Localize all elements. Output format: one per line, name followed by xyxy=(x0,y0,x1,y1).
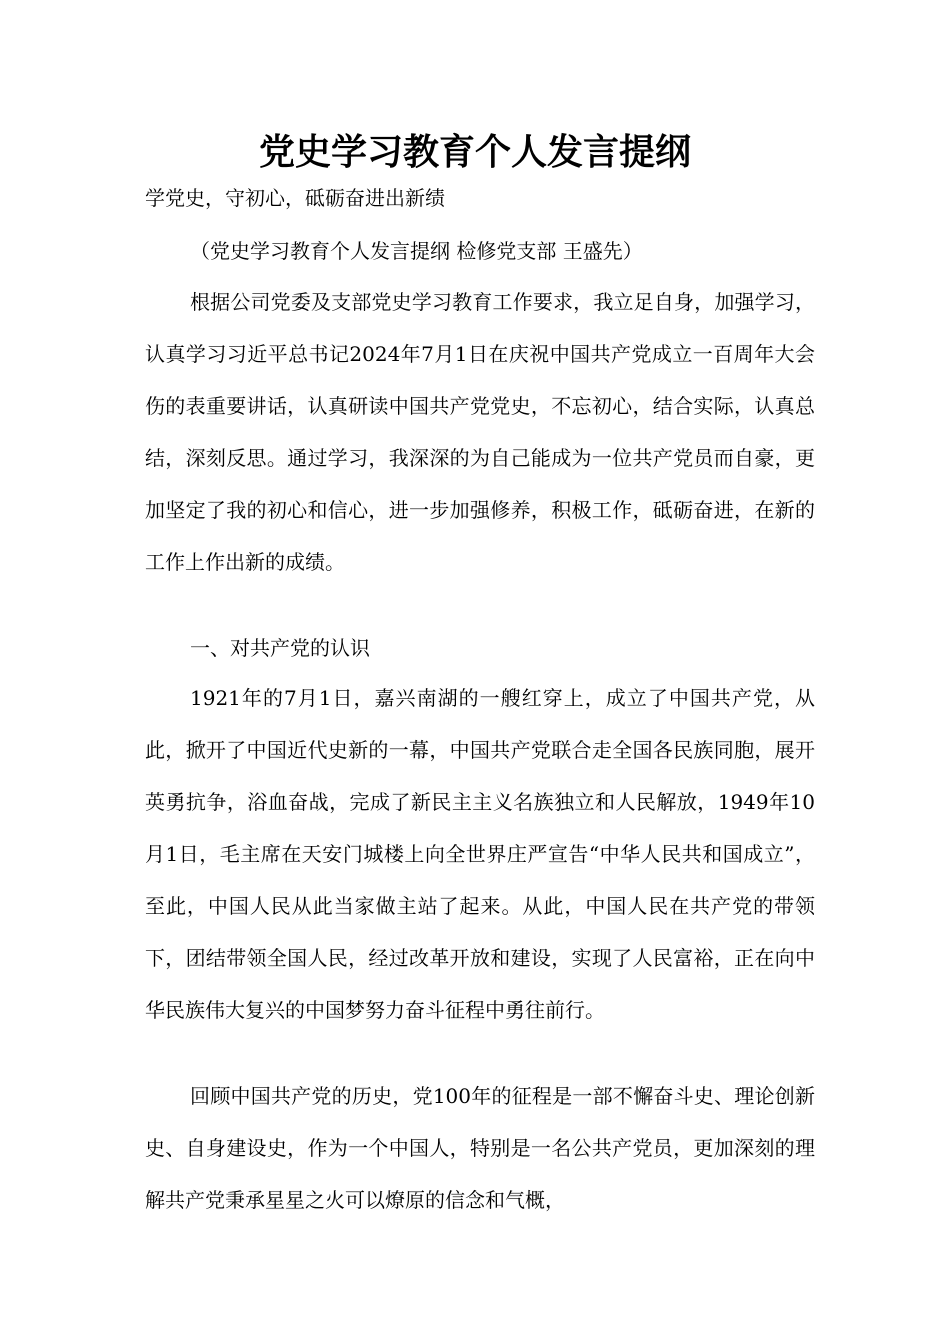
document-byline: （党史学习教育个人发言提纲 检修党支部 王盛先） xyxy=(190,239,643,263)
document-subtitle: 学党史，守初心，砥砺奋进出新绩 xyxy=(145,186,445,210)
section-paragraph: 1921年的7月1日，嘉兴南湖的一艘红穿上，成立了中国共产党，从此，掀开了中国近代史新的一幕，中国共产党联合走全国各民族同胞，展开英勇抗争，浴血奋战，完成了新民主主义名族独立和人民解放，1949年10月1日，毛主席在天安门城楼上向全世界庄严宣告“中华人民共和国成立”，至此，中国人民从此当家做主站了起来。从此，中国人民在共产党的带领下，团结带领全国人民，经过改革开放和建设，实现了人民富裕，正在向中华民族伟大复兴的中国梦努力奋斗征程中勇往前行。 xyxy=(145,686,815,1022)
intro-paragraph: 根据公司党委及支部党史学习教育工作要求，我立足自身，加强学习，认真学习习近平总书记2024年7月1日在庆祝中国共产党成立一百周年大会伤的表重要讲话，认真研读中国共产党党史，不忘初心，结合实际，认真总结，深刻反思。通过学习，我深深的为自己能成为一位共产党员而自豪，更加坚定了我的初心和信心，进一步加强修养，积极工作，砥砺奋进，在新的工作上作出新的成绩。 xyxy=(145,290,815,574)
section-paragraph: 回顾中国共产党的历史，党100年的征程是一部不懈奋斗史、理论创新史、自身建设史，作为一个中国人，特别是一名公共产党员，更加深刻的理解共产党秉承星星之火可以燎原的信念和气概， xyxy=(145,1084,815,1212)
document-title: 党史学习教育个人发言提纲 xyxy=(258,132,691,173)
section-heading: 一、对共产党的认识 xyxy=(190,636,370,660)
